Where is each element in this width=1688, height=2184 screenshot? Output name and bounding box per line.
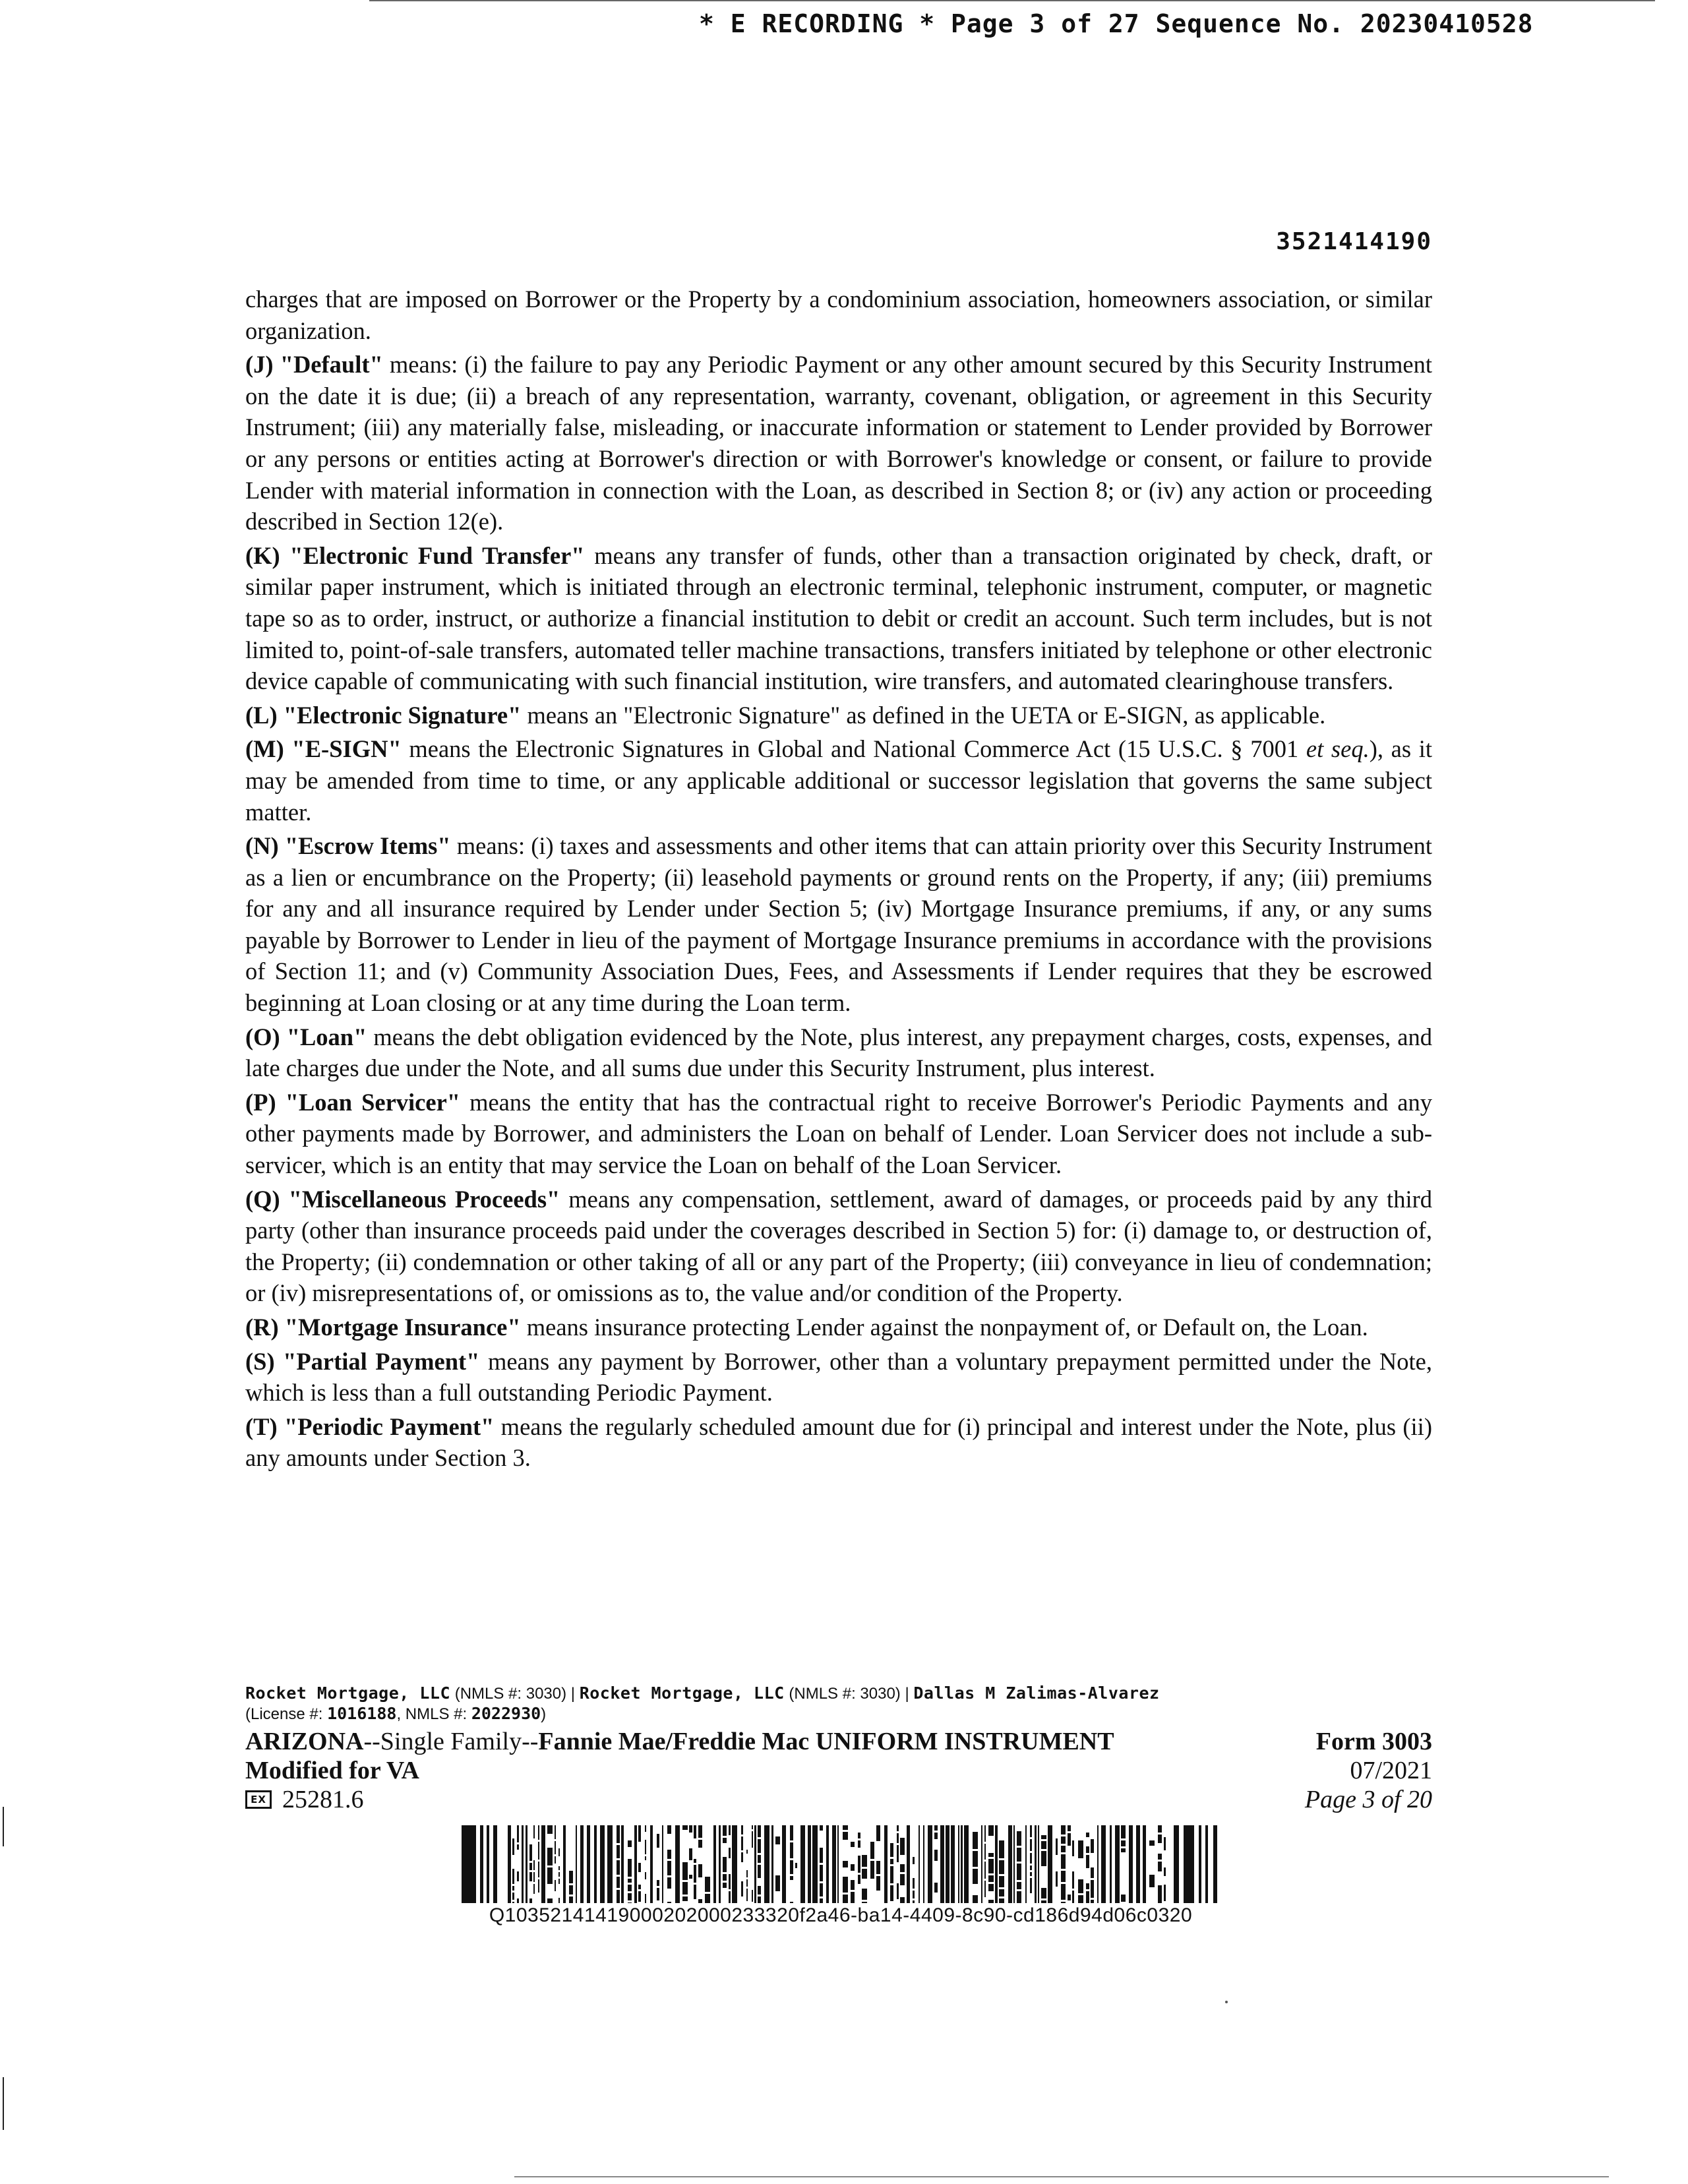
ellie-mae-icon: EX (245, 1790, 272, 1809)
bottom-rule (514, 2176, 1609, 2177)
lender-name: Rocket Mortgage, LLC (579, 1684, 785, 1703)
term-label: (N) "Escrow Items" (245, 832, 451, 860)
license-close: ) (541, 1705, 547, 1723)
form-number-block (1305, 1727, 1432, 1814)
nmls-label: , NMLS #: (396, 1705, 471, 1723)
definition-loan (245, 1021, 1432, 1084)
term-italic: et seq. (1306, 735, 1370, 763)
definition-escrow-items (245, 830, 1432, 1019)
license-label: (License #: (245, 1705, 328, 1723)
term-label: (P) "Loan Servicer" (245, 1088, 461, 1116)
lender-name: Rocket Mortgage, LLC (245, 1684, 451, 1703)
form-title (245, 1727, 1114, 1756)
form-number: Form 3003 (1315, 1728, 1432, 1755)
term-text-continued: ), as it may be amended from time to time, or any applicable additional or successor legislation that governs the same subject matter. (245, 735, 1433, 826)
recording-header: * E RECORDING * Page 3 of 27 Sequence No. 20230410528 (699, 9, 1534, 38)
term-label: (M) "E-SIGN" (245, 735, 402, 763)
term-text: means an "Electronic Signature" as defined in the UETA or E-SIGN, as applicable. (521, 701, 1326, 729)
lender-nmls: (NMLS #: 3030) | (450, 1685, 580, 1703)
paragraph-continuation: charges that are imposed on Borrower or the Property by a condominium association, homeowners association, or similar organization. (245, 286, 1432, 344)
term-label: (O) "Loan" (245, 1023, 367, 1050)
scan-edge-mark (3, 1807, 4, 1846)
nmls-number: 2022930 (471, 1704, 541, 1723)
barcode-block (462, 1825, 1220, 1927)
document-code-number: 25281.6 (282, 1786, 364, 1813)
loan-originator: Dallas M Zalimas-Alvarez (913, 1684, 1160, 1703)
term-text: means: (i) taxes and assessments and other items that can attain priority over this Security Instrument as a lien or encumbrance on the Property; (ii) leasehold payments or ground rents on the Property, if any; (iii) premiums for any and all insurance required by Lender under Section 5; (iv) Mortgage Insurance premiums, if any, or any sums payable by Borrower to Lender in lieu of the payment of Mortgage Insurance premiums in accordance with the provisions of Section 11; and (v) Community Association Dues, Fees, and Assessments if Lender requires that they be escrowed beginning at Loan closing or at any time during the Loan term. (245, 832, 1432, 1017)
form-info-row (245, 1727, 1432, 1814)
form-type: --Single Family-- (363, 1728, 539, 1755)
term-text: means insurance protecting Lender against the nonpayment of, or Default on, the Loan. (520, 1314, 1368, 1341)
scan-edge-mark (3, 2077, 4, 2130)
definition-periodic-payment (245, 1411, 1432, 1474)
term-text: means the regularly scheduled amount due for (i) principal and interest under the Note, plus (ii) any amounts under Section 3. (245, 1412, 1432, 1472)
loan-number: 3521414190 (1276, 228, 1432, 255)
license-line (245, 1704, 1432, 1724)
top-rule (369, 0, 1655, 1)
page-of: Page 3 of 20 (1304, 1786, 1432, 1813)
definition-e-sign (245, 733, 1432, 828)
term-text: means the Electronic Signatures in Global and National Commerce Act (15 U.S.C. § 7001 (401, 735, 1306, 763)
term-label: (R) "Mortgage Insurance" (245, 1314, 521, 1341)
scan-speck (1225, 2001, 1228, 2003)
barcode-text: Q10352141419000202000233320f2a46-ba14-4409-8c90-cd186d94d06c0320 (489, 1904, 1193, 1926)
term-label: (J) "Default" (245, 351, 383, 379)
form-state: ARIZONA (245, 1728, 364, 1755)
term-text: means the entity that has the contractual right to receive Borrower's Periodic Payments and any other payments made by Borrower, and administers the Loan on behalf of Lender. Loan Servicer does not include a sub-servicer, which is an entity that may service the Loan on behalf of the Loan Servicer. (245, 1088, 1432, 1179)
barcode-icon (462, 1825, 1220, 1903)
term-label: (L) "Electronic Signature" (245, 701, 522, 729)
definition-loan-servicer (245, 1087, 1432, 1181)
term-label: (S) "Partial Payment" (245, 1347, 480, 1375)
term-text: means: (i) the failure to pay any Periodic Payment or any other amount secured by this Security Instrument on the date it is due; (ii) a breach of any representation, warranty, covenant, obligation, or agreement in this Security Instrument; (iii) any materially false, misleading, or inaccurate information or statement to Lender provided by Borrower or any persons or entities acting at Borrower's direction or with Borrower's knowledge or consent, or failure to provide Lender with material information in connection with the Loan, as described in Section 8; or (iv) any action or proceeding described in Section 12(e). (245, 351, 1432, 535)
definition-electronic-signature (245, 700, 1432, 731)
definition-mortgage-insurance (245, 1312, 1432, 1343)
term-text: means any payment by Borrower, other than a voluntary prepayment permitted under the Note, which is less than a full outstanding Periodic Payment. (245, 1347, 1432, 1407)
document-footer (245, 1684, 1432, 1814)
document-code (245, 1785, 1114, 1814)
form-date: 07/2021 (1350, 1757, 1432, 1784)
lender-line (245, 1684, 1432, 1704)
document-body (245, 284, 1432, 1476)
term-text: means the debt obligation evidenced by the Note, plus interest, any prepayment charges, costs, expenses, and late charges due under the Note, and all sums due under this Security Instrument, plus interest. (245, 1023, 1432, 1082)
form-modifier: Modified for VA (245, 1757, 419, 1784)
term-label: (Q) "Miscellaneous Proceeds" (245, 1185, 560, 1213)
term-label: (K) "Electronic Fund Transfer" (245, 541, 585, 569)
term-text: means any transfer of funds, other than a transaction originated by check, draft, or similar paper instrument, which is initiated through an electronic terminal, telephonic instrument, computer, or magnetic tape so as to order, instruct, or authorize a financial institution to debit or credit an account. Such term includes, but is not limited to, point-of-sale transfers, automated teller machine transactions, transfers initiated by telephone or other electronic device capable of communicating with such financial institution, wire transfers, and automated clearinghouse transfers. (245, 541, 1432, 695)
definition-electronic-fund-transfer (245, 540, 1432, 697)
definition-default (245, 349, 1432, 537)
form-instrument: Fannie Mae/Freddie Mac UNIFORM INSTRUMENT (538, 1728, 1114, 1755)
term-text: means any compensation, settlement, award of damages, or proceeds paid by any third party (other than insurance proceeds paid under the coverages described in Section 5) for: (i) damage to, or destruction of, the Property; (ii) condemnation or other taking of all or any part of the Property; (iii) conveyance in lieu of condemnation; or (iv) misrepresentations of, or omissions as to, the value and/or condition of the Property. (245, 1185, 1432, 1307)
definition-miscellaneous-proceeds (245, 1184, 1432, 1309)
term-label: (T) "Periodic Payment" (245, 1412, 495, 1440)
form-title-block (245, 1727, 1114, 1814)
license-number: 1016188 (327, 1704, 397, 1723)
definition-partial-payment (245, 1346, 1432, 1409)
lender-nmls: (NMLS #: 3030) | (784, 1685, 914, 1703)
